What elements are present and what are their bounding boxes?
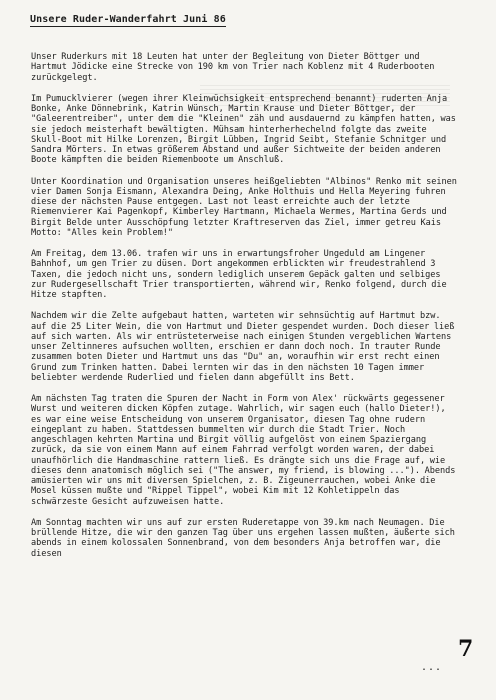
continuation-marker: ...	[421, 662, 443, 673]
paragraph-crew-intro: Unser Ruderkurs mit 18 Leuten hat unter der Begleitung von Dieter Böttger und Hartmut Jödicke eine Strecke von 190 km von Trier nach Koblenz mit 4 Ruderbooten zurückgelegt.	[31, 52, 435, 83]
paragraph-evening: Nachdem wir die Zelte aufgebaut hatten, warteten wir sehnsüchtig auf Hartmut bzw. auf die 25 Liter Wein, die von Hartmut und Dieter gespendet wurden. Doch dieser ließ auf sich warten. Als wir entrüsteterweise nach einigen Stunden vergeblichen Wartens unser Zeltinneres aufsuchen wollten, erschien er dann doch noch. In trauter Runde zusammen boten Dieter und Hartmut uns das "Du" an, woraufhin wir erst recht einen Grund zum Trinken hatten. Dabei lernten wir das in den nächsten 10 Tagen immer beliebter werdende Ruderlied und fielen dann abgefüllt ins Bett.	[31, 311, 455, 383]
paragraph-sunday: Am Sonntag machten wir uns auf zur ersten Ruderetappe von 39.km nach Neumagen. Die brüllende Hitze, die wir den ganzen Tag über uns ergehen lassen mußten, äußerte sich abends in einem kolossalen Sonnenbrand, von dem besonders Anja betroffen war, die diesen	[31, 517, 455, 559]
paragraph-friday: Am Freitag, dem 13.06. trafen wir uns in erwartungsfroher Ungeduld am Lingener Bahnhof, um gen Trier zu düsen. Dort angekommen erblickten wir freudestrahlend 3 Taxen, die jedoch nicht uns, sondern lediglich unserem Gepäck galten und selbiges zur Rudergesellschaft Trier transportierten, während wir, Renko folgend, durch die Hitze stapften.	[31, 249, 447, 300]
paragraph-boats: Im Pumucklvierer (wegen ihrer Kleinwüchsigkeit entsprechend benannt) ruderten Anja Bonke, Anke Dönnebrink, Katrin Wünsch, Martin Krause und Dieter Böttger, der "Galeerentreiber", unter dem die "Kleinen" zäh und ausdauernd zu kämpfen hatten, was sie jedoch meisterhaft bewältigten. Mühsam hinterherhechelnd folgte das zweite Skull-Boot mit Hilke Lorenzen, Birgit Lübben, Ingrid Seibt, Stefanie Schnitger und Sandra Mörters. In etwas größerem Abstand und außer Sichtweite der beiden anderen Boote kämpften die beiden Riemenboote um Anschluß.	[31, 93, 456, 166]
article-title: Unsere Ruder-Wanderfahrt Juni 86	[30, 14, 226, 25]
article-body	[31, 52, 459, 559]
page-number: 7	[458, 636, 474, 662]
paragraph-next-day: Am nächsten Tag traten die Spuren der Nacht in Form von Alex' rückwärts gegessener Wurst und weiteren dicken Köpfen zutage. Wahrlich, wir sagen euch (hallo Dieter!), es war eine weise Entscheidung von unserem Organisator, diesen Tag ohne rudern eingeplant zu haben. Stattdessen bummelten wir durch die Stadt Trier. Noch angeschlagen kehrten Martina und Birgit völlig aufgelöst von einem Spaziergang zurück, da sie von einem Mann auf einem Fahrrad verfolgt worden waren, der dabei unaufhörlich die Handmaschine rattern ließ. Es drängte sich uns die Frage auf, wie dieses denn anatomisch möglich sei ("The answer, my friend, is blowing ..."). Abends amüsierten wir uns mit diversen Spielchen, z. B. Zigeunerrauchen, wobei Anke die Mosel küssen mußte und "Rippel Tippel", wobei Kim mit 12 Kohletippeln das schwärzeste Gesicht aufzuweisen hatte.	[31, 394, 456, 507]
paragraph-riemenboote: Unter Koordination und Organisation unseres heißgeliebten "Albinos" Renko mit seinen vier Damen Sonja Eismann, Alexandra Deing, Anke Holthuis und Hella Meyering fuhren diese der nächsten Pause entgegen. Last not least erreichte auch der letzte Riemenvierer Kai Pagenkopf, Kimberley Hartmann, Michaela Wermes, Martina Gerds und Birgit Belde unter Ausschöpfung letzter Kraftreserven das Ziel, immer getreu Kais Motto: "Alles kein Problem!"	[31, 176, 457, 238]
